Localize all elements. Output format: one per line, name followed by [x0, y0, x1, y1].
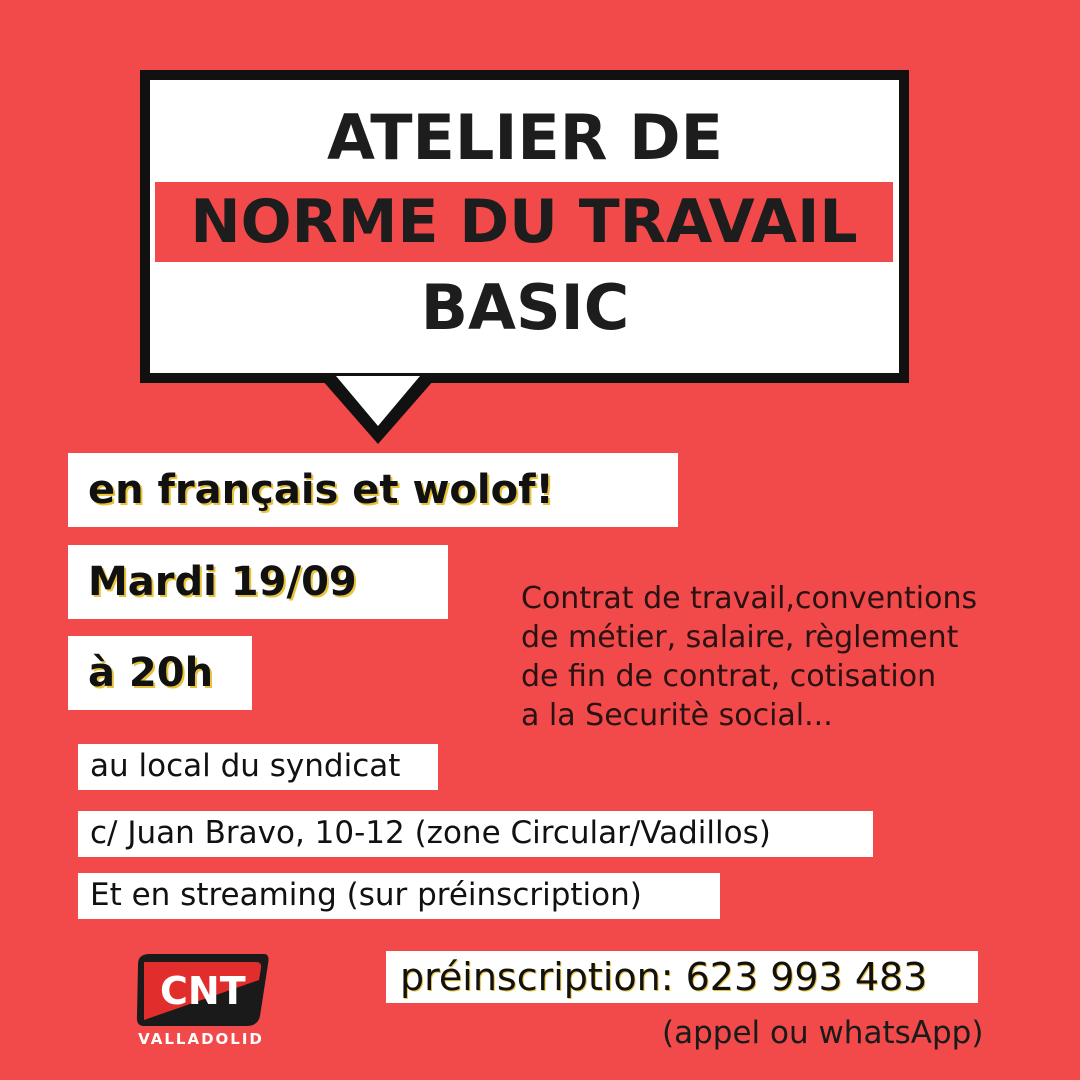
streaming-tag: Et en streaming (sur préinscription): [78, 873, 720, 919]
time-tag: à 20h: [68, 636, 252, 710]
title-line-2: NORME DU TRAVAIL: [190, 187, 858, 257]
cnt-logo-icon: [130, 950, 280, 1030]
address-tag: c/ Juan Bravo, 10-12 (zone Circular/Vadillos): [78, 811, 873, 857]
date-tag: Mardi 19/09: [68, 545, 448, 619]
place-tag: au local du syndicat: [78, 744, 438, 790]
topics-description: Contrat de travail,conventions de métier, salaire, règlement de fin de contrat, cotisation a la Securitè social...: [521, 581, 978, 733]
cnt-logo-text: CNT: [160, 969, 246, 1013]
language-tag: en français et wolof!: [68, 453, 678, 527]
speech-bubble-tail-fill: [336, 376, 420, 426]
title-line-1: ATELIER DE: [327, 101, 723, 174]
contact-note: (appel ou whatsApp): [662, 1015, 984, 1051]
title-line-3: BASIC: [420, 271, 630, 344]
logo-city: VALLADOLID: [138, 1030, 264, 1048]
registration-phone: préinscription: 623 993 483: [386, 951, 978, 1003]
